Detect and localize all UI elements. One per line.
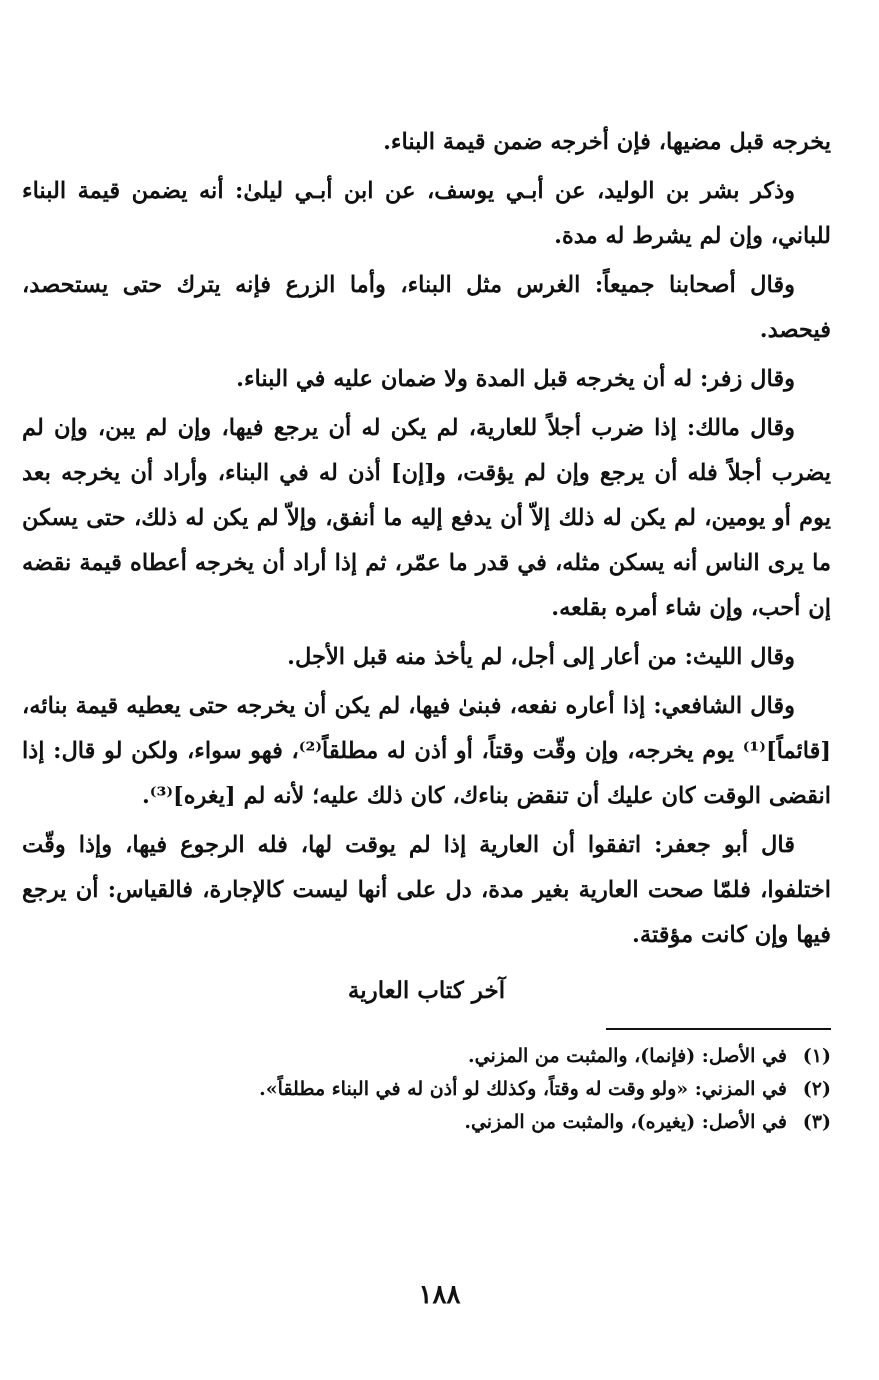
footnote — [22, 1073, 831, 1106]
footnote-divider — [606, 1028, 831, 1030]
chapter-end-heading: آخر كتاب العارية — [347, 977, 506, 1004]
footnote — [22, 1040, 831, 1073]
page-number: ١٨٨ — [418, 1280, 461, 1310]
paragraph: وذكر بشر بن الوليد، عن أبـي يوسف، عن ابن أبـي ليلىٰ: أنه يضمن قيمة البناء للباني، وإن لم يشرط له مدة. — [22, 178, 831, 249]
footnote-number: (٢) — [802, 1078, 831, 1100]
footnote — [22, 1106, 831, 1139]
paragraph: وقال أصحابنا جميعاً: الغرس مثل البناء، وأما الزرع فإنه يترك حتى يستحصد، فيحصد. — [22, 272, 831, 343]
footnote-text: في الأصل: (يغيره)، والمثبت من المزني. — [464, 1111, 787, 1133]
paragraph: قال أبو جعفر: اتفقوا أن العارية إذا لم يوقت لها، فله الرجوع فيها، وإذا وقّت اختلفوا، فلمّا صحت العارية بغير مدة، دل على أنها ليست كالإجارة، فالقياس: أن يرجع فيها وإن كانت مؤقتة. — [22, 832, 831, 948]
footnote-text: في الأصل: (فإنما)، والمثبت من المزني. — [468, 1045, 787, 1067]
paragraph: وقال الشافعي: إذا أعاره نفعه، فبنىٰ فيها، لم يكن أن يخرجه حتى يعطيه قيمة بنائه، [قائماً]⁽¹⁾ يوم يخرجه، وإن وقّت وقتاً، أو أذن له مطلقاً⁽²⁾، فهو سواء، ولكن لو قال: إذا انقضى الوقت كان عليك أن تنقض بناءك، كان ذلك عليه؛ لأنه لم [يغره]⁽³⁾. — [22, 693, 832, 809]
paragraph: يخرجه قبل مضيها، فإن أخرجه ضمن قيمة البناء. — [383, 129, 831, 155]
paragraph: وقال الليث: من أعار إلى أجل، لم يأخذ منه قبل الأجل. — [287, 644, 795, 670]
paragraph: وقال زفر: له أن يخرجه قبل المدة ولا ضمان عليه في البناء. — [236, 366, 795, 392]
footnote-number: (٣) — [802, 1111, 831, 1133]
footnote-text: في المزني: «ولو وقت له وقتاً، وكذلك لو أذن له في البناء مطلقاً». — [259, 1078, 787, 1100]
footnotes — [22, 1040, 831, 1139]
paragraph: وقال مالك: إذا ضرب أجلاً للعارية، لم يكن له أن يرجع فيها، وإن لم يبن، وإن لم يضرب أجلاً فله أن يرجع وإن لم يؤقت، و[إن] أذن له في البناء، وأراد أن يخرجه بعد يوم أو يومين، لم يكن له ذلك إلاّ أن يدفع إليه ما أنفق، وإلاّ لم يكن له ذلك، حتى يسكن ما يرى الناس أنه يسكن مثله، في قدر ما عمّر، ثم إذا أراد أن يخرجه أعطاه قيمة نقضه إن أحب، وإن شاء أمره بقلعه. — [22, 415, 831, 621]
footnote-number: (١) — [802, 1045, 831, 1067]
page-body — [22, 120, 831, 1139]
